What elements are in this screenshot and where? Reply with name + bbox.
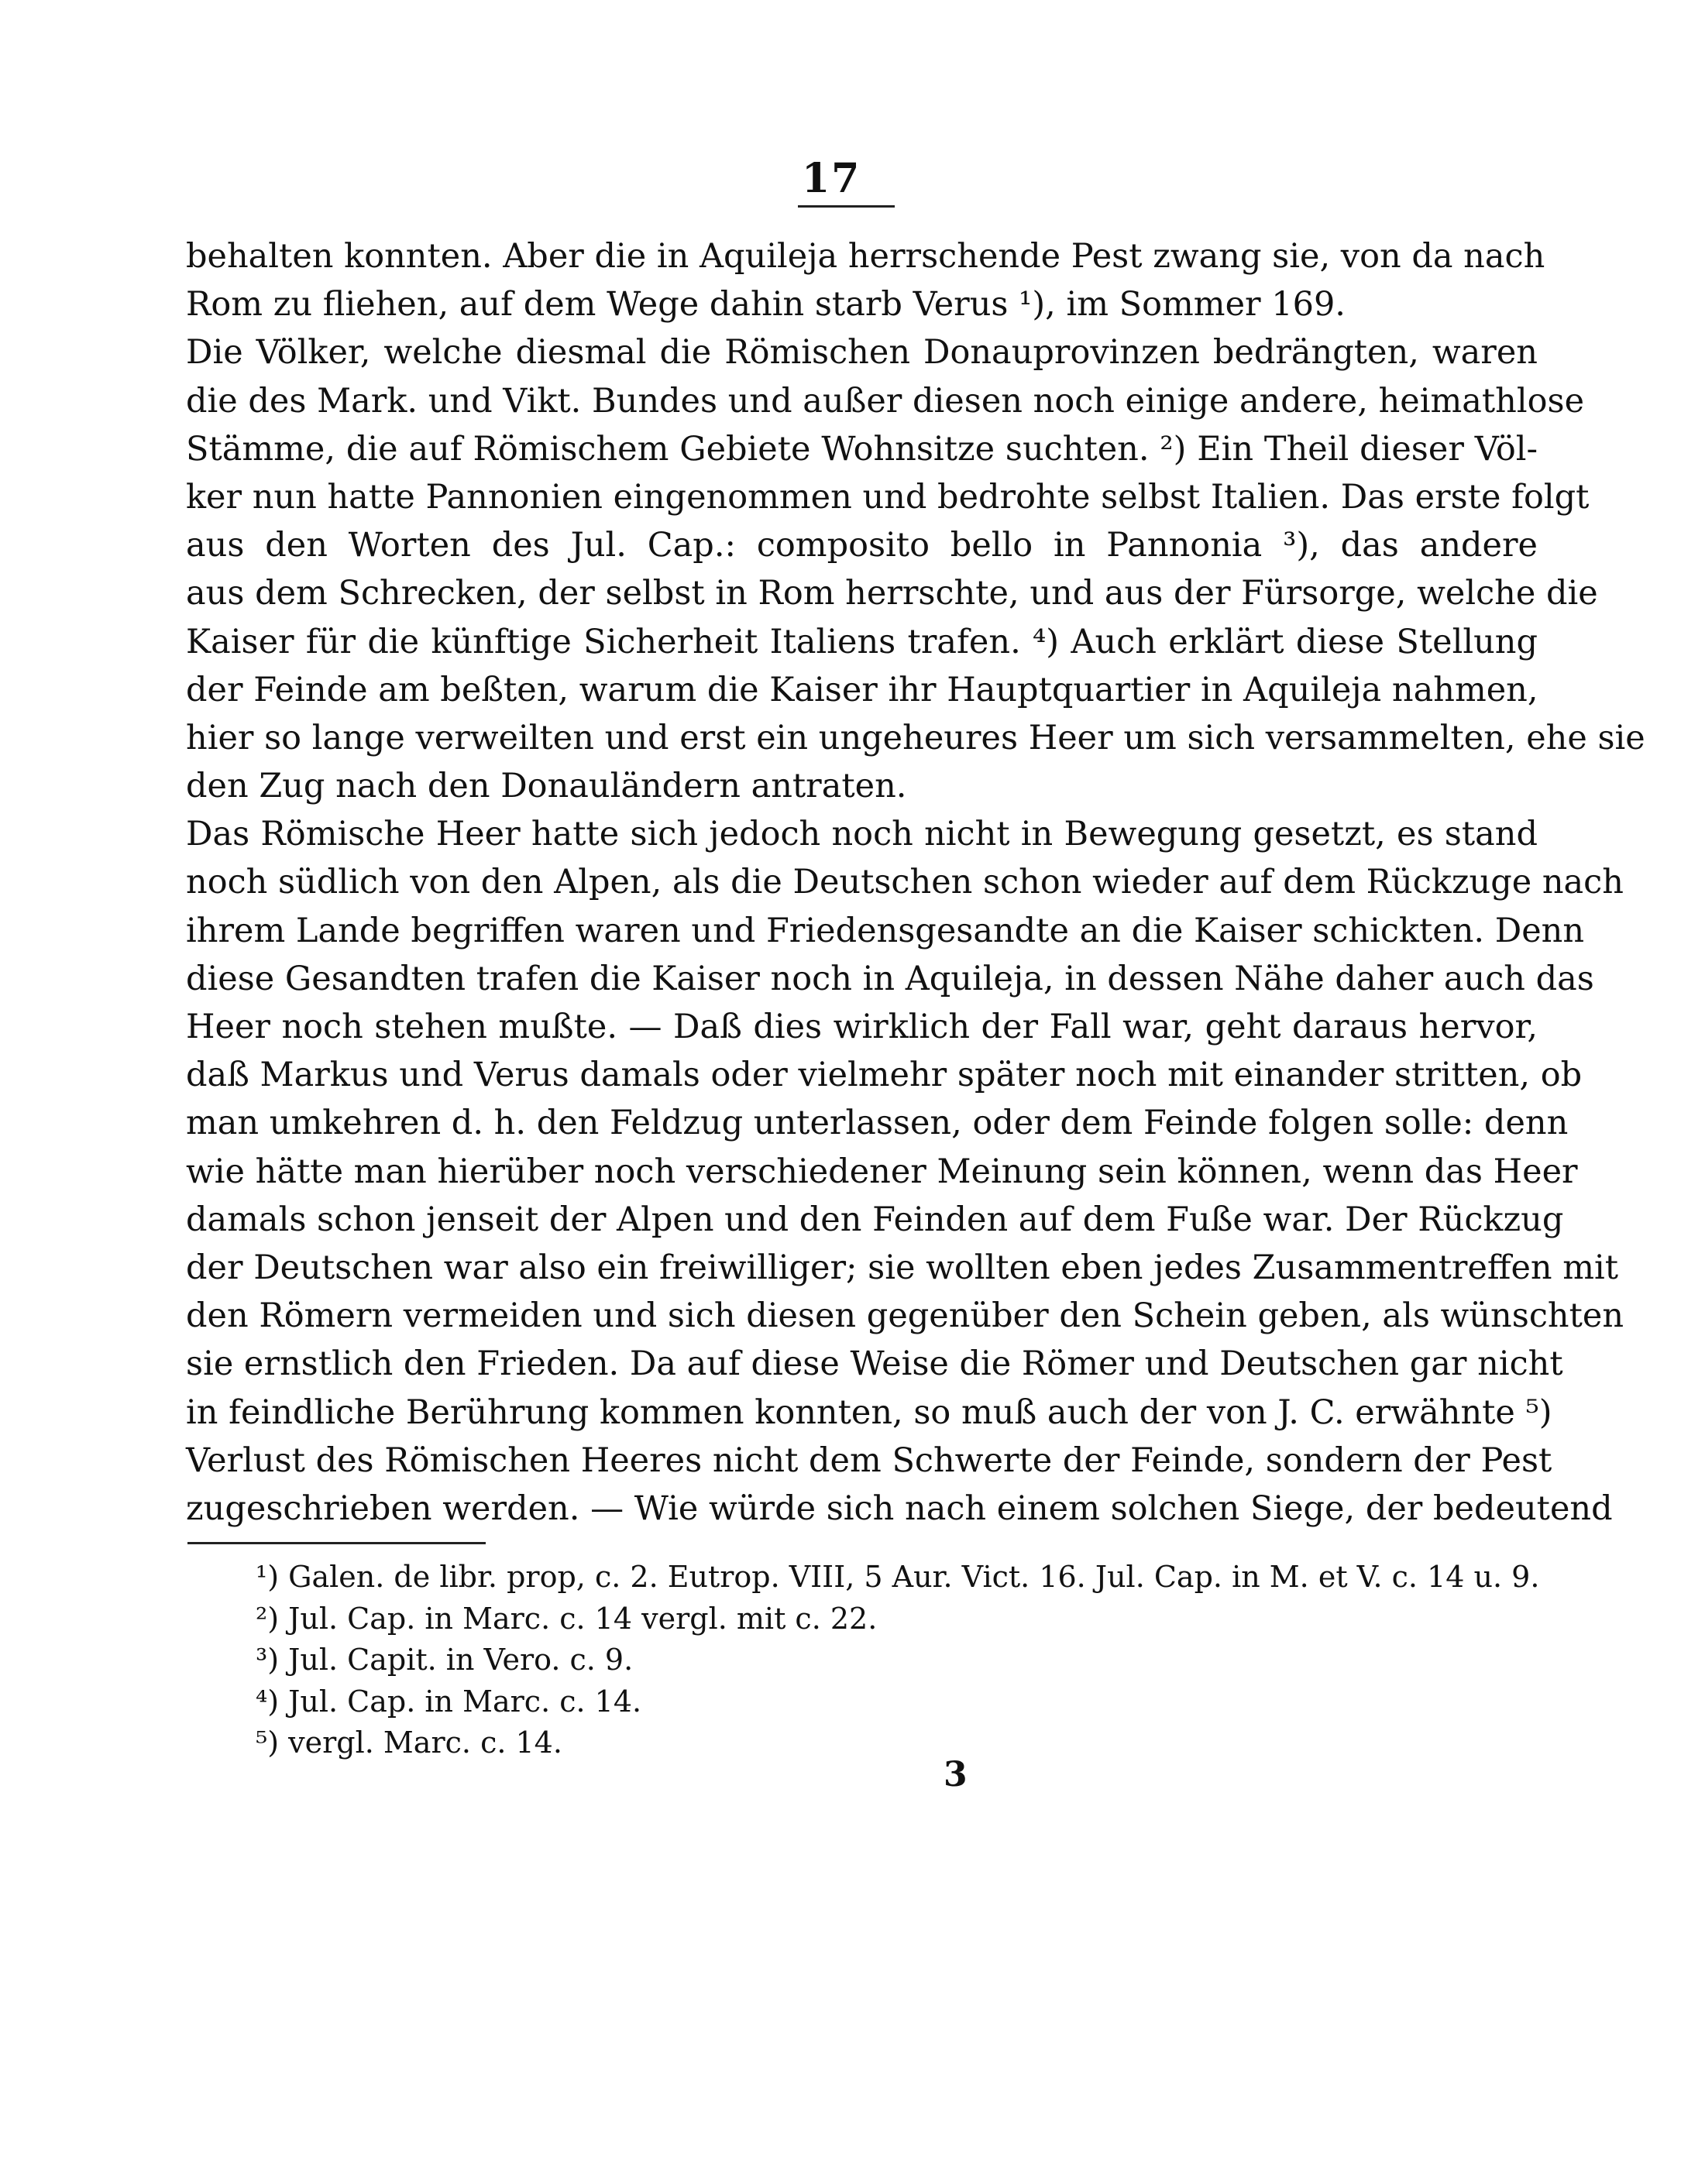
text-line: wie hätte man hierüber noch verschiedener Meinung sein können, wenn das Heer [186,1152,1578,1191]
text-line: Kaiser für die künftige Sicherheit Italiens trafen. ⁴) Auch erklärt diese Stellung [186,622,1538,661]
footnote: ⁵) vergl. Marc. c. 14. [256,1726,562,1760]
text-line: behalten konnten. Aber die in Aquileja herrschende Pest zwang sie, von da nach [186,237,1545,276]
text-line: in feindliche Berührung kommen konnten, so muß auch der von J. C. erwähnte ⁵) [186,1392,1552,1432]
text-line: daß Markus und Verus damals oder vielmehr später noch mit einander stritten, ob [186,1056,1583,1095]
footnotes [256,1557,1573,1764]
text-line: Die Völker, welche diesmal die Römischen Donauprovinzen bedrängten, waren [186,333,1538,373]
text-line: ihrem Lande begriffen waren und Friedensgesandte an die Kaiser schickten. Denn [186,911,1585,950]
text-line: den Römern vermeiden und sich diesen gegenüber den Schein geben, als wünschten [186,1296,1624,1336]
page-number: 17 [802,155,861,202]
text-line: diese Gesandten trafen die Kaiser noch in Aquileja, in dessen Nähe daher auch das [186,959,1594,998]
text-line: den Zug nach den Donauländern antraten. [186,767,907,806]
text-line: damals schon jenseit der Alpen und den Feinden auf dem Fuße war. Der Rückzug [186,1200,1564,1239]
text-line: der Deutschen war also ein freiwilliger; sie wollten eben jedes Zusammentreffen mit [186,1248,1619,1287]
page-number-rule [798,205,895,208]
footnote: ¹) Galen. de libr. prop, c. 2. Eutrop. VIII, 5 Aur. Vict. 16. Jul. Cap. in M. et V. c. 14 u. 9. [256,1560,1540,1594]
text-line: Rom zu fliehen, auf dem Wege dahin starb Verus ¹), im Sommer 169. [186,285,1346,325]
signature-mark: 3 [944,1755,968,1794]
text-line: aus dem Schrecken, der selbst in Rom herrschte, und aus der Fürsorge, welche die [186,574,1598,613]
text-line: die des Mark. und Vikt. Bundes und außer diesen noch einige andere, heimathlose [186,381,1585,421]
text-line: Das Römische Heer hatte sich jedoch noch nicht in Bewegung gesetzt, es stand [186,815,1538,854]
text-line: zugeschrieben werden. — Wie würde sich nach einem solchen Siege, der bedeutend [186,1489,1613,1528]
text-line: man umkehren d. h. den Feldzug unterlassen, oder dem Feinde folgen solle: denn [186,1104,1569,1143]
footnote: ³) Jul. Capit. in Vero. c. 9. [256,1643,634,1677]
body-text [186,232,1645,1533]
text-line: noch südlich von den Alpen, als die Deutschen schon wieder auf dem Rückzuge nach [186,863,1624,902]
footnote: ⁴) Jul. Cap. in Marc. c. 14. [256,1684,642,1719]
text-line: hier so lange verweilten und erst ein ungeheures Heer um sich versammelten, ehe sie [186,718,1645,757]
text-line: sie ernstlich den Frieden. Da auf diese Weise die Römer und Deutschen gar nicht [186,1344,1563,1384]
text-line: Verlust des Römischen Heeres nicht dem Schwerte der Feinde, sondern der Pest [186,1441,1552,1480]
text-line: Heer noch stehen mußte. — Daß dies wirklich der Fall war, geht daraus hervor, [186,1008,1538,1046]
text-line: aus den Worten des Jul. Cap.: composito bello in Pannonia ³), das andere [186,526,1538,565]
text-line: Stämme, die auf Römischem Gebiete Wohnsitze suchten. ²) Ein Theil dieser Völ- [186,429,1538,469]
text-line: der Feinde am beßten, warum die Kaiser ihr Hauptquartier in Aquileja nahmen, [186,670,1538,709]
text-line: ker nun hatte Pannonien eingenommen und bedrohte selbst Italien. Das erste folgt [186,477,1590,517]
footnote-rule [187,1542,486,1544]
footnote: ²) Jul. Cap. in Marc. c. 14 vergl. mit c. 22. [256,1601,878,1636]
